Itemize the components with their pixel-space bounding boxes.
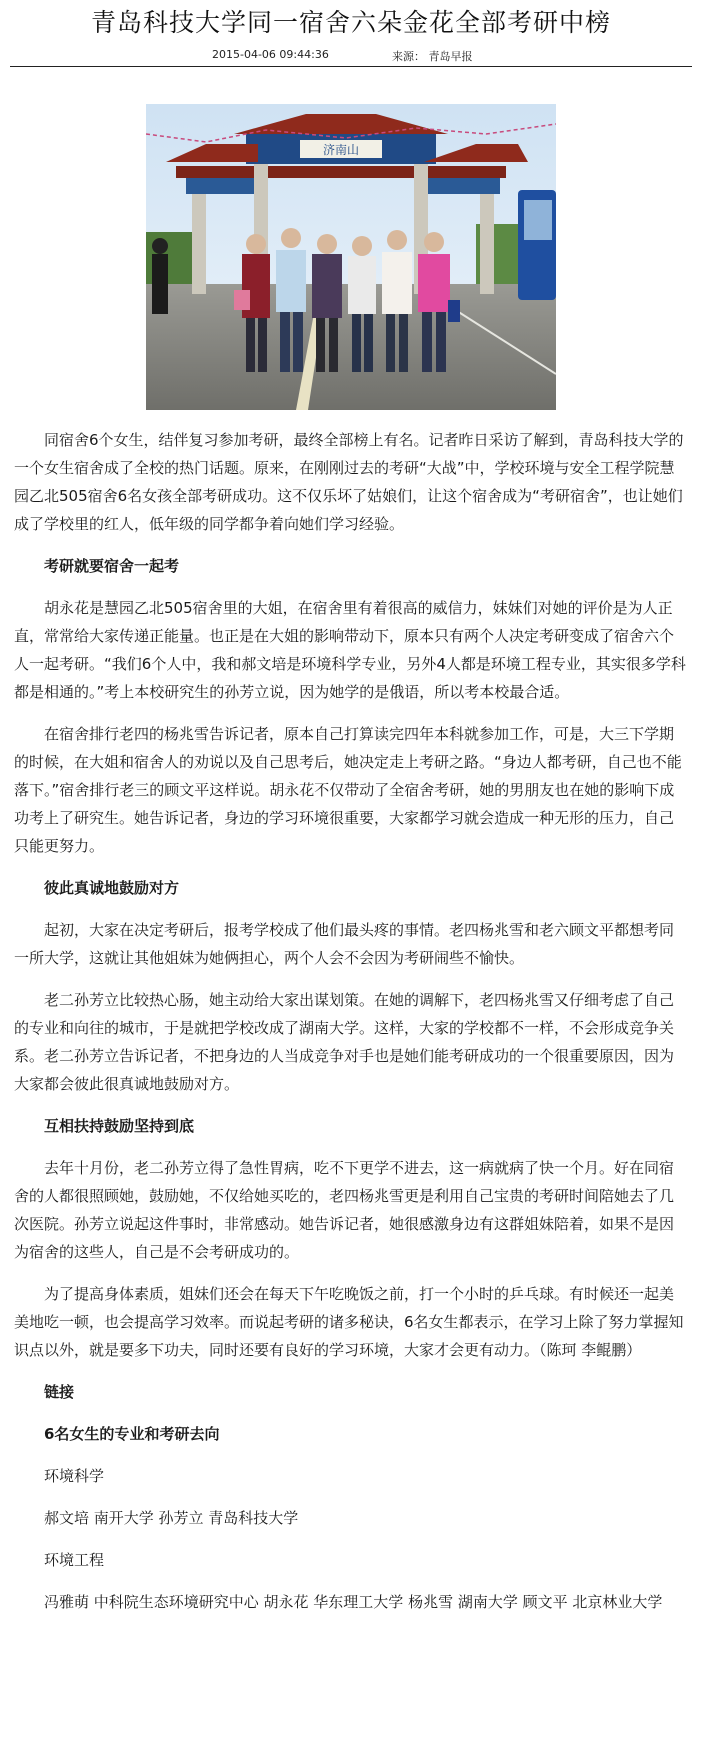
article-source: 来源： 青岛早报: [392, 50, 473, 63]
section-heading: 互相扶持鼓励坚持到底: [44, 1117, 195, 1135]
section-heading: 彼此真诚地鼓励对方: [44, 879, 180, 897]
title-divider: [10, 66, 692, 67]
paragraph: 起初，大家在决定考研后，报考学校成了他们最头疼的事情。老四杨兆雪和老六顾文平都想考同一所大学，这就让其他姐妹为她俩担心，两个人会不会因为考研闹些不愉快。: [14, 921, 675, 967]
article-title: 青岛科技大学同一宿舍六朵金花全部考研中榜: [90, 8, 611, 37]
paragraph: 环境工程: [44, 1551, 105, 1569]
paragraph: 郝文培 南开大学 孙芳立 青岛科技大学: [44, 1509, 299, 1527]
paragraph: 冯雅萌 中科院生态环境研究中心 胡永花 华东理工大学 杨兆雪 湖南大学 顾文平 北京林业大学: [44, 1593, 663, 1611]
gate-sign-text: 济南山: [322, 143, 360, 157]
section-heading: 考研就要宿舍一起考: [44, 557, 180, 575]
paragraph: 老二孙芳立比较热心肠，她主动给大家出谋划策。在她的调解下，老四杨兆雪又仔细考虑了自己的专业和向往的城市，于是就把学校改成了湖南大学。这样，大家的学校都不一样，不会形成竞争关系。老二孙芳立告诉记者，不把身边的人当成竞争对手也是她们能考研成功的一个很重要原因，因为大家都会彼此很真诚地鼓励对方。: [14, 991, 675, 1093]
article-photo: [146, 104, 556, 410]
paragraph: 胡永花是慧园乙北505宿舍里的大姐，在宿舍里有着很高的威信力，妹妹们对她的评价是为人正直，常常给大家传递正能量。也正是在大姐的影响带动下，原本只有两个人决定考研变成了宿舍六个人一起考研。“我们6个人中，我和郝文培是环境科学专业，另外4人都是环境工程专业，其实很多学科都是相通的。”考上本校研究生的孙芳立说，因为她学的是俄语，所以考本校最合适。: [14, 599, 686, 701]
paragraph: 在宿舍排行老四的杨兆雪告诉记者，原本自己打算读完四年本科就参加工作，可是，大三下学期的时候，在大姐和宿舍人的劝说以及自己思考后，她决定走上考研之路。“身边人都考研，自己也不能落下。”宿舍排行老三的顾文平这样说。胡永花不仅带动了全宿舍考研，她的男朋友也在她的影响下成功考上了研究生。她告诉记者，身边的学习环境很重要，大家都学习就会造成一种无形的压力，自己只能更努力。: [14, 725, 682, 855]
paragraph: 同宿舍6个女生，结伴复习参加考研，最终全部榜上有名。记者昨日采访了解到，青岛科技大学的一个女生宿舍成了全校的热门话题。原来，在刚刚过去的考研“大战”中，学校环境与安全工程学院慧园乙北505宿舍6名女孩全部考研成功。这不仅乐坏了姑娘们，让这个宿舍成为“考研宿舍”，也让她们成了学校里的红人，低年级的同学都争着向她们学习经验。: [14, 431, 684, 533]
section-heading: 6名女生的专业和考研去向: [44, 1425, 220, 1443]
publish-date: 2015-04-06 09:44:36: [212, 48, 329, 61]
paragraph: 为了提高身体素质，姐妹们还会在每天下午吃晚饭之前，打一个小时的乒乓球。有时候还一起美美地吃一顿，也会提高学习效率。而说起考研的诸多秘诀，6名女生都表示，在学习上除了努力掌握知识点以外，就是要多下功夫，同时还要有良好的学习环境，大家才会更有动力。（陈珂 李鲲鹏）: [14, 1285, 684, 1359]
paragraph: 环境科学: [44, 1467, 105, 1485]
paragraph: 去年十月份，老二孙芳立得了急性胃病，吃不下更学不进去，这一病就病了快一个月。好在同宿舍的人都很照顾她，鼓励她，不仅给她买吃的，老四杨兆雪更是利用自己宝贵的考研时间陪她去了几次医院。孙芳立说起这件事时，非常感动。她告诉记者，她很感激身边有这群姐妹陪着，如果不是因为宿舍的这些人，自己是不会考研成功的。: [14, 1159, 675, 1261]
article-body: [14, 426, 686, 1630]
section-heading: 链接: [44, 1383, 75, 1401]
